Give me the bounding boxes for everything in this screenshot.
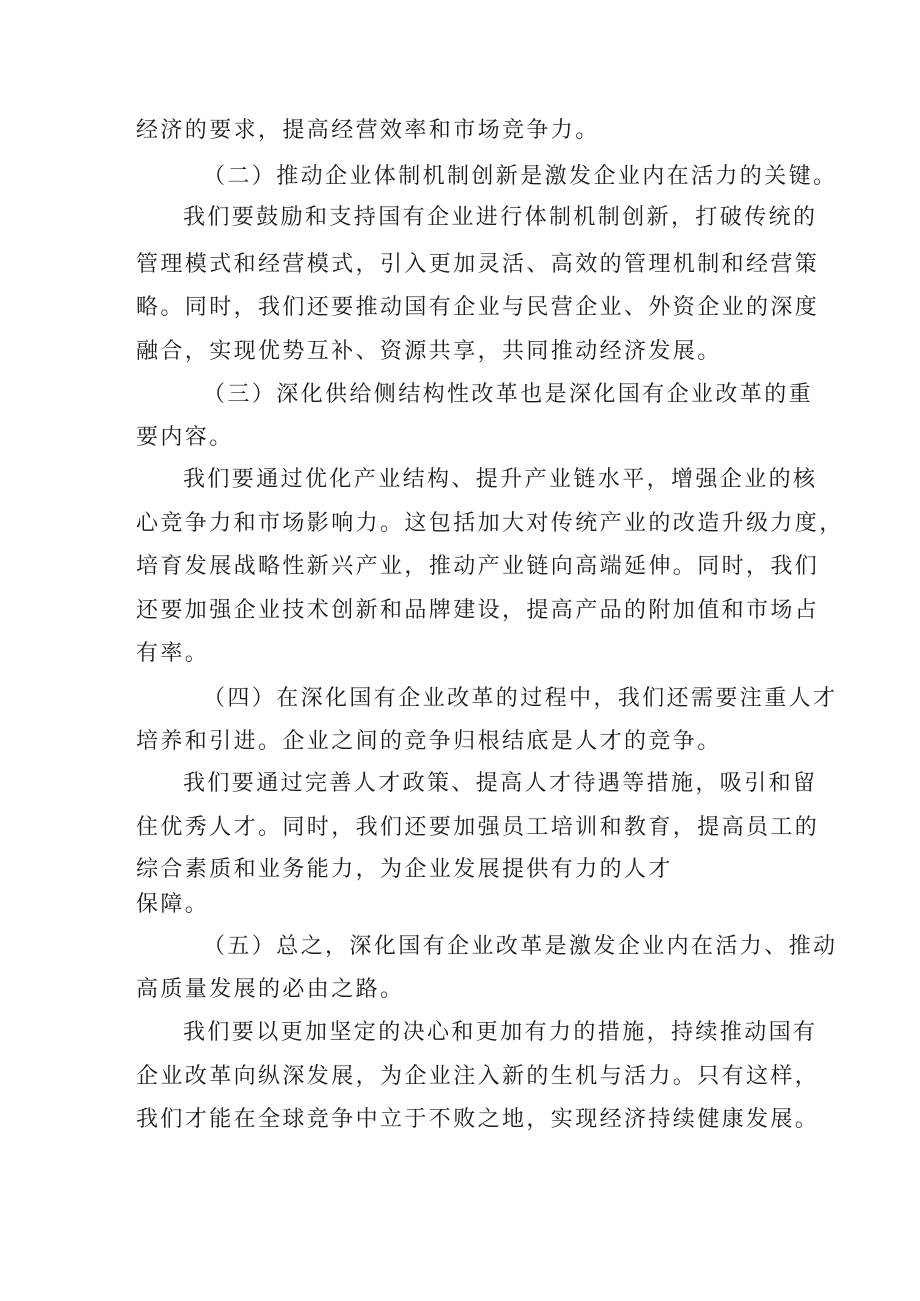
text-line: （四）在深化国有企业改革的过程中，我们还需要注重人才: [203, 686, 838, 711]
text-line: 培养和引进。企业之间的竞争归根结底是人才的竞争。: [136, 729, 722, 754]
text-line: 我们要以更加坚定的决心和更加有力的措施，持续推动国有: [183, 1020, 818, 1045]
text-line: 保障。: [136, 892, 210, 917]
text-line: （三）深化供给侧结构性改革也是深化国有企业改革的重: [203, 382, 814, 407]
text-line: 我们要通过优化产业结构、提升产业链水平，增强企业的核: [183, 467, 818, 492]
text-line: 要内容。: [136, 425, 234, 450]
text-line: （二）推动企业体制机制创新是激发企业内在活力的关键。: [203, 164, 838, 189]
text-line: 住优秀人才。同时，我们还要加强员工培训和教育，提高员工的: [136, 815, 820, 840]
text-line: 我们才能在全球竞争中立于不败之地，实现经济持续健康发展。: [136, 1107, 820, 1132]
text-line: 还要加强企业技术创新和品牌建设，提高产品的附加值和市场占: [136, 598, 820, 623]
text-line: （五）总之，深化国有企业改革是激发企业内在活力、推动: [203, 934, 838, 959]
text-line: 我们要通过完善人才政策、提高人才待遇等措施，吸引和留: [183, 771, 818, 796]
text-line: 培育发展战略性新兴产业，推动产业链向高端延伸。同时，我们: [136, 554, 820, 579]
text-line: 略。同时，我们还要推动国有企业与民营企业、外资企业的深度: [136, 295, 820, 320]
text-line: 心竞争力和市场影响力。这包括加大对传统产业的改造升级力度，: [136, 511, 844, 536]
text-line: 经济的要求，提高经营效率和市场竞争力。: [136, 118, 600, 143]
text-line: 有率。: [136, 641, 210, 666]
text-line: 我们要鼓励和支持国有企业进行体制机制创新，打破传统的: [183, 205, 818, 230]
text-line: 管理模式和经营模式，引入更加灵活、高效的管理机制和经营策: [136, 252, 820, 277]
text-line: 综合素质和业务能力，为企业发展提供有力的人才: [136, 857, 673, 882]
text-line: 融合，实现优势互补、资源共享，共同推动经济发展。: [136, 339, 722, 364]
text-line: 企业改革向纵深发展，为企业注入新的生机与活力。只有这样，: [136, 1064, 820, 1089]
text-line: 高质量发展的必由之路。: [136, 977, 405, 1002]
